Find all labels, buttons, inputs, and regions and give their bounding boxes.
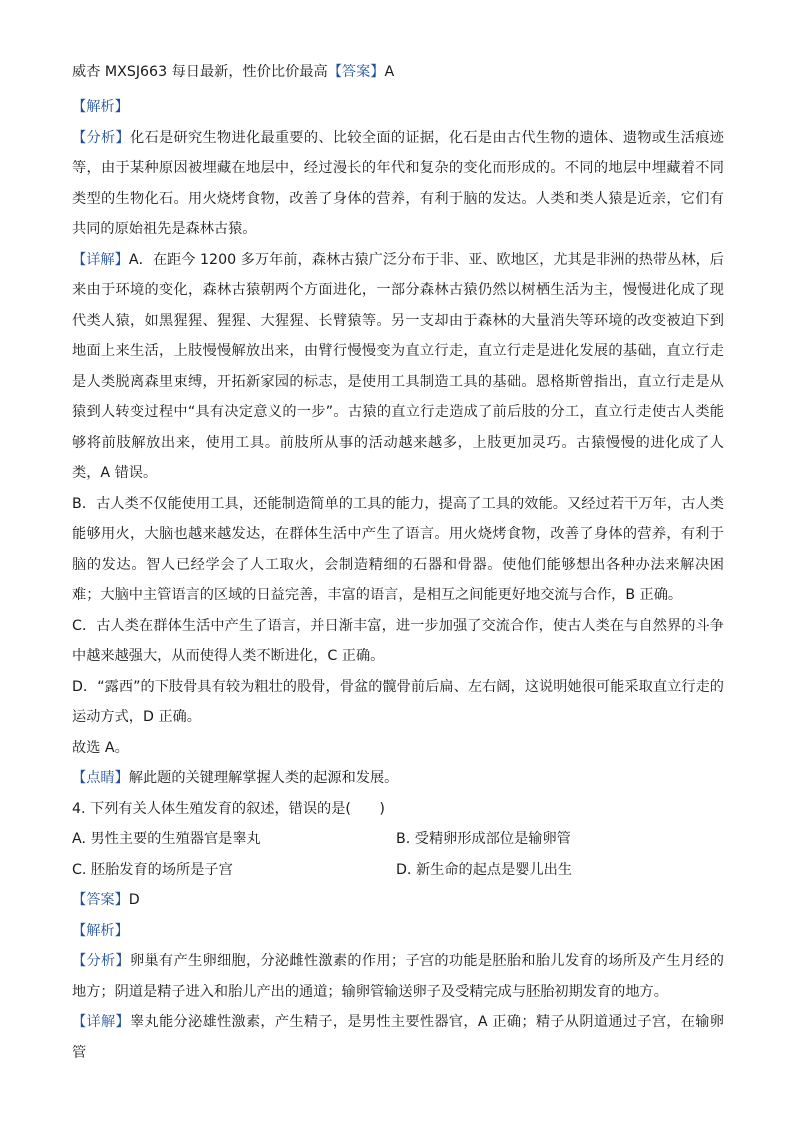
question-4-analysis-label: 【解析】 bbox=[72, 922, 129, 939]
analysis-fenxi bbox=[72, 123, 724, 245]
option-d: D. 新生命的起点是婴儿出生 bbox=[396, 861, 573, 878]
question-4-answer bbox=[72, 885, 724, 916]
xiangjie-a bbox=[72, 245, 724, 489]
option-a: A. 男性主要的生殖器官是睾丸 bbox=[72, 831, 261, 847]
q4-fenxi-text: 卵巢有产生卵细胞，分泌雌性激素的作用；子宫的功能是胚胎和胎儿发育的场所及产生月经的地方；阴道是精子进入和胎儿产出的通道；输卵管输送卵子及受精完成与胚胎初期发育的地方。 bbox=[72, 953, 724, 1000]
conclusion: 故选 A。 bbox=[72, 739, 129, 756]
question-4-fenxi bbox=[72, 946, 724, 1007]
answer-tag: 【答案】 bbox=[327, 64, 385, 80]
question-4-stem: 4. 下列有关人体生殖发育的叙述，错误的是( ) bbox=[72, 800, 385, 817]
dianjing-text: 解此题的关键理解掌握人类的起源和发展。 bbox=[128, 770, 399, 786]
question-4-xiangjie bbox=[72, 1007, 724, 1068]
xiangjie-tag: 【详解】 bbox=[72, 251, 129, 268]
header-line bbox=[72, 62, 724, 82]
q4-answer-value: D bbox=[128, 892, 140, 908]
dianjing bbox=[72, 763, 724, 794]
question-4-options bbox=[72, 824, 724, 885]
xiangjie-b: B．古人类不仅能使用工具，还能制造简单的工具的能力，提高了工具的效能。又经过若干万年，古人类能够用火，大脑也越来越发达，在群体生活中产生了语言。用火烧烤食物，改善了身体的营养，有利于脑的发达。智人已经学会了人工取火，会制造精细的石器和骨器。使他们能够想出各种办法来解决困难；大脑中主管语言的区域的日益完善，丰富的语言，是相互之间能更好地交流与合作，B 正确。 bbox=[72, 495, 724, 603]
analysis-label: 【解析】 bbox=[72, 99, 129, 115]
q4-xiangjie-text: 睾丸能分泌雄性激素，产生精子，是男性主要性器官，A 正确；精子从阴道通过子宫，在输卵管 bbox=[72, 1014, 724, 1061]
option-b: B. 受精卵形成部位是输卵管 bbox=[396, 831, 571, 847]
fenxi-tag: 【分析】 bbox=[72, 129, 130, 146]
xiangjie-a-text: A．在距今 1200 多万年前，森林古猿广泛分布于非、亚、欧地区，尤其是非洲的热带丛林，后来由于环境的变化，森林古猿朝两个方面进化，一部分森林古猿仍然以树栖生活为主，慢慢进化成了现代类人猿，如黑猩猩、猩猩、大猩猩、长臂猿等。另一支却由于森林的大量消失等环境的改变被迫下到地面上来生活，上肢慢慢解放出来，由臂行慢慢变为直立行走，直立行走是进化发展的基础，直立行走是人类脱离森里束缚，开拓新家园的标志，是使用工具制造工具的基础。恩格斯曾指出，直立行走是从猿到人转变过程中“具有决定意义的一步”。古猿的直立行走造成了前后肢的分工，直立行走使古人类能够将前肢解放出来，使用工具。前肢所从事的活动越来越多，上肢更加灵巧。古猿慢慢的进化成了人类，A 错误。 bbox=[72, 251, 724, 481]
xiangjie-c: C．古人类在群体生活中产生了语言，并日渐丰富，进一步加强了交流合作，使古人类在与自然界的斗争中越来越强大，从而使得人类不断进化，C 正确。 bbox=[72, 617, 724, 664]
header-prefix: 威杏 MXSJ663 每日最新，性价比价最高 bbox=[72, 64, 328, 80]
q4-fenxi-tag: 【分析】 bbox=[72, 953, 130, 969]
q4-answer-tag: 【答案】 bbox=[72, 892, 129, 908]
fenxi-text: 化石是研究生物进化最重要的、比较全面的证据，化石是由古代生物的遗体、遗物或生活痕迹等，由于某种原因被埋藏在地层中，经过漫长的年代和复杂的变化而形成的。不同的地层中埋藏着不同类型的生物化石。用火烧烤食物，改善了身体的营养，有利于脑的发达。人类和类人猿是近亲，它们有共同的原始祖先是森林古猿。 bbox=[72, 129, 724, 237]
option-c: C. 胚胎发育的场所是子宫 bbox=[72, 861, 233, 878]
document-page bbox=[72, 62, 724, 1068]
q4-xiangjie-tag: 【详解】 bbox=[72, 1014, 130, 1030]
dianjing-tag: 【点睛】 bbox=[72, 770, 129, 786]
xiangjie-d: D．“露西”的下肢骨具有较为粗壮的股骨，骨盆的髋骨前后扁、左右阔，这说明她很可能采取直立行走的运动方式，D 正确。 bbox=[72, 678, 724, 725]
answer-value: A bbox=[384, 64, 395, 80]
